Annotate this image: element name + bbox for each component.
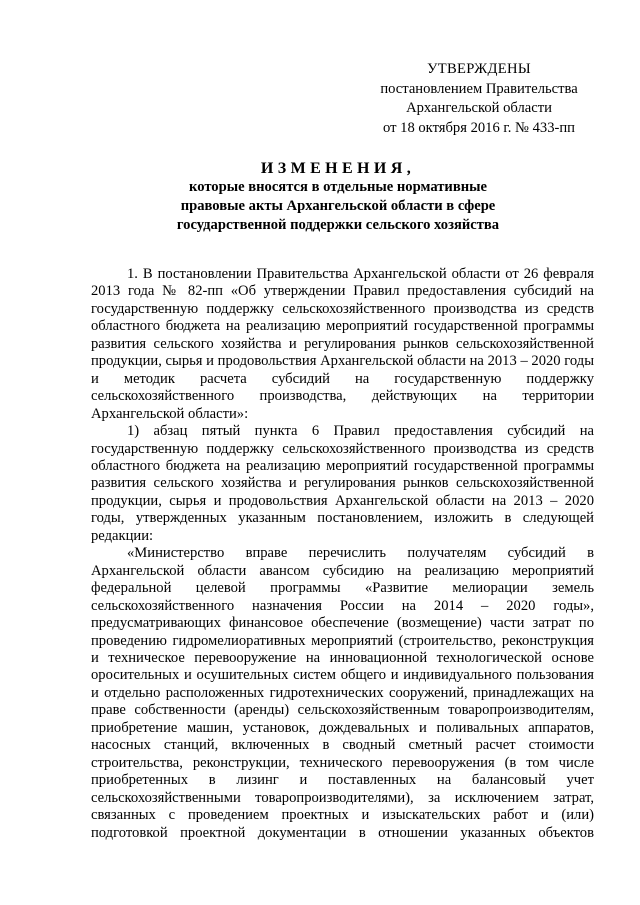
subtitle-line: государственной поддержки сельского хозяйства [176, 217, 500, 233]
paragraph-subitem-1: 1) абзац пятый пункта 6 Правил предоставления субсидий на государственную поддержку сельскохозяйственного производства из средств областного бюджета на реализацию мероприятий государственной программы развития сельского хозяйства и регулирования рынков сельскохозяйственной продукции, сырья и продовольствия Архангельской области на 2013 – 2020 годы, утвержденных указанным постановлением, изложить в следующей редакции: [91, 423, 594, 544]
approval-line: постановлением Правительства [380, 80, 578, 97]
approval-stamp [364, 60, 594, 138]
document-body [91, 266, 594, 842]
approval-title: УТВЕРЖДЕНЫ [427, 61, 531, 77]
subtitle-line: правовые акты Архангельской области в сфере [180, 198, 496, 214]
document-title: ИЗМЕНЕНИЯ, [260, 160, 416, 177]
subtitle-line: которые вносятся в отдельные нормативные [189, 179, 487, 195]
paragraph-quoted-text: «Министерство вправе перечислить получателям субсидий в Архангельской области авансом субсидию на реализацию мероприятий федеральной целевой программы «Развитие мелиорации земель сельскохозяйственного назначения России на 2014 – 2020 годы», предусматривающих финансовое обеспечение (возмещение) части затрат по проведению гидромелиоративных мероприятий (строительство, реконструкция и техническое перевооружение на инновационной технологической основе оросительных и осушительных систем общего и индивидуального пользования и отдельно расположенных гидротехнических сооружений, принадлежащих на праве собственности (аренды) сельскохозяйственным товаропроизводителям, приобретение машин, установок, дождевальных и поливальных аппаратов, насосных станций, включенных в сводный сметный расчет стоимости строительства, реконструкции, технического перевооружения (в том числе приобретенных в лизинг и поставленных на балансовый учет сельскохозяйственными товаропроизводителями), за исключением затрат, связанных с проведением проектных и изыскательских работ и (или) подготовкой проектной документации в отношении указанных объектов [91, 545, 594, 841]
approval-line: от 18 октября 2016 г. № 433-пп [383, 119, 575, 136]
paragraph-item-1: 1. В постановлении Правительства Архангельской области от 26 февраля 2013 года № 82-пп «Об утверждении Правил предоставления субсидий на государственную поддержку сельскохозяйственного производства из средств областного бюджета на реализацию мероприятий государственной программы развития сельского хозяйства и регулирования рынков сельскохозяйственной продукции, сырья и продовольствия Архангельской области на 2013 – 2020 годы и методик расчета субсидий на государственную поддержку сельскохозяйственного производства, действующих на территории Архангельской области»: [91, 266, 594, 422]
document-subtitle [150, 178, 526, 235]
approval-line: Архангельской области [406, 100, 552, 116]
